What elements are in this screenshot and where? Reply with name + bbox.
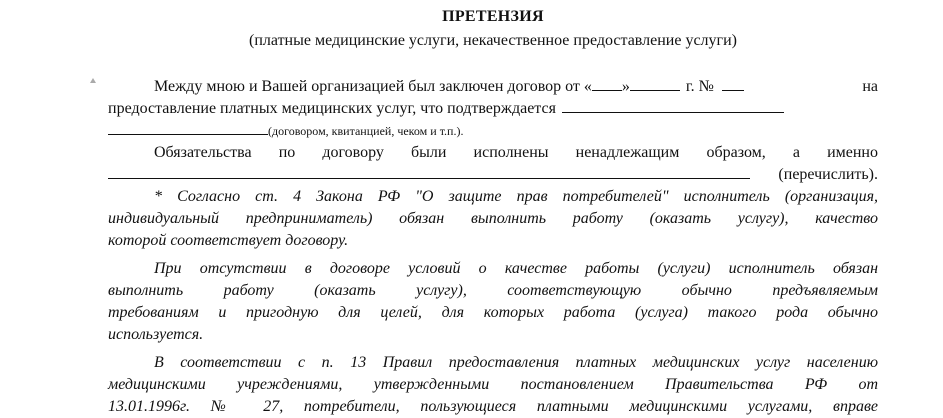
confirmation-line: предоставление платных медицинских услуг, что подтверждается bbox=[108, 98, 878, 120]
quality-para-line-1: При отсутствии в договоре условий о качестве работы (услуги) исполнитель обязан bbox=[154, 260, 878, 277]
document-type-note: (договором, квитанцией, чеком и т.п.). bbox=[268, 124, 464, 138]
law-para-line-3: которой соответствует договору. bbox=[108, 232, 349, 249]
month-blank bbox=[630, 76, 680, 91]
quality-para-line-4: используется. bbox=[108, 326, 204, 343]
obligations-blank bbox=[108, 164, 750, 179]
confirmation-blank bbox=[562, 98, 784, 113]
document-type-blank bbox=[108, 120, 268, 135]
law-para-line-1: * Согласно ст. 4 Закона РФ "О защите прав потребителей" исполнитель (организация, bbox=[154, 188, 878, 205]
paragraph-anchor-icon bbox=[90, 78, 96, 83]
day-blank bbox=[592, 76, 622, 91]
confirmation-note-line bbox=[108, 120, 878, 142]
quality-para-line-3: требованиям и пригодную для целей, для которых работа (услуга) такого рода обычно bbox=[108, 304, 878, 321]
contract-line: Между мною и Вашей организацией был заключен договор от « » г. № на bbox=[154, 78, 878, 95]
rules-para-line-2: медицинскими учреждениями, утвержденными постановлением Правительства РФ от bbox=[108, 376, 878, 393]
obligations-line: Обязательства по договору были исполнены ненадлежащим образом, а именно bbox=[154, 144, 878, 161]
number-blank bbox=[722, 76, 744, 91]
law-para-line-2: индивидуальный предприниматель) обязан выполнить работу (оказать услугу), качество bbox=[108, 210, 878, 227]
quality-para-line-2: выполнить работу (оказать услугу), соответствующую обычно предъявляемым bbox=[108, 282, 878, 299]
rules-para-line-1: В соответствии с п. 13 Правил предоставления платных медицинских услуг населению bbox=[154, 354, 878, 371]
document-subtitle: (платные медицинские услуги, некачественное предоставление услуги) bbox=[249, 32, 737, 49]
rules-para-line-3: 13.01.1996г. № 27, потребители, пользующиеся платными медицинскими услугами, вправе bbox=[108, 398, 878, 415]
document-title: ПРЕТЕНЗИЯ bbox=[442, 8, 544, 25]
obligations-blank-line: (перечислить). bbox=[108, 164, 878, 186]
